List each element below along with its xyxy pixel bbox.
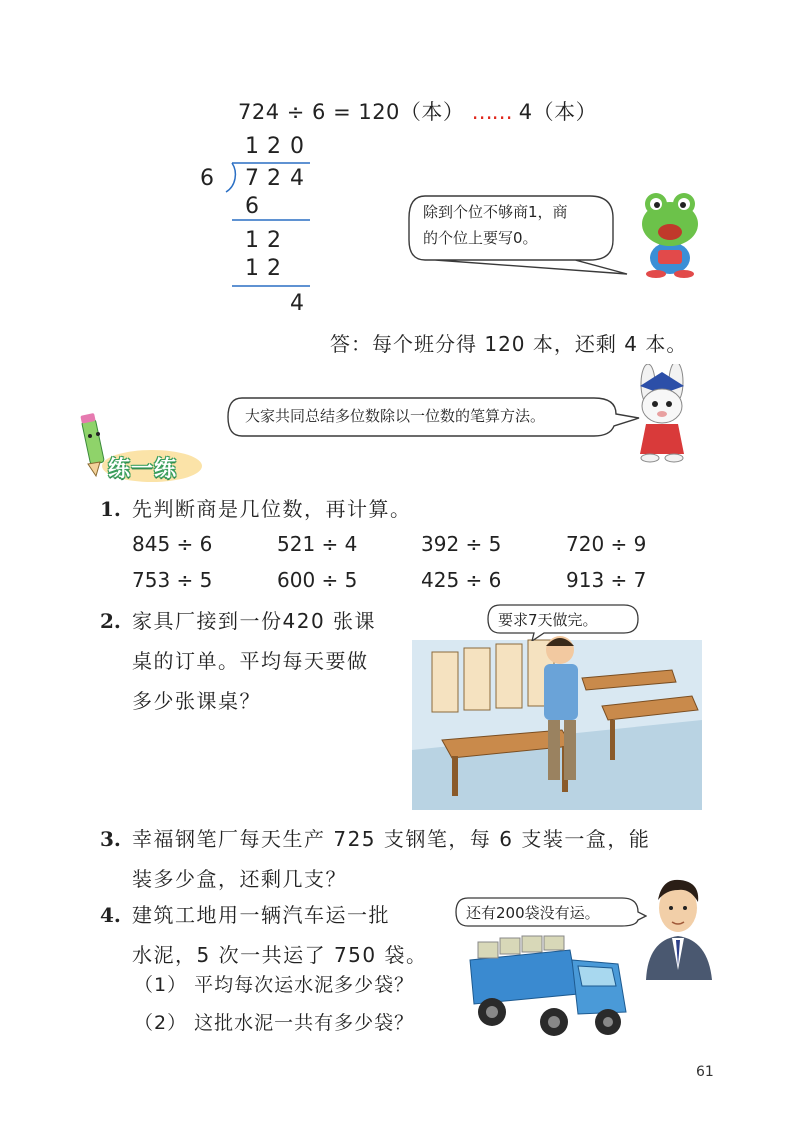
practice-title: 练一练 [108, 457, 178, 482]
problem-2-line: 家具厂接到一份420 张课 [132, 609, 377, 633]
divisor: 6 [200, 166, 214, 191]
problem-4-line: 水泥，5 次一共运了 750 袋。 [132, 943, 428, 967]
step1-digit: 6 [245, 194, 259, 219]
page-number: 61 [696, 1064, 714, 1080]
quotient-digit: 1 [245, 134, 259, 159]
equation-remainder: 4（本） [518, 100, 598, 124]
problem-4-text [132, 895, 432, 975]
quotient-digit: 2 [267, 134, 281, 159]
calc-item: 600 ÷ 5 [277, 568, 358, 592]
calc-item: 753 ÷ 5 [132, 568, 213, 592]
problem-3-line: 幸福钢笔厂每天生产 725 支钢笔，每 6 支装一盒，能 [132, 827, 651, 851]
rabbit-character-icon [622, 364, 702, 464]
frog-bubble-line1: 除到个位不够商1，商 [423, 203, 568, 221]
step2-digit: 2 [267, 228, 281, 253]
step3-digit: 2 [267, 256, 281, 281]
problem-4-sub-1: （1） 平均每次运水泥多少袋？ [134, 974, 415, 996]
frog-character-icon [630, 188, 710, 280]
calc-item: 845 ÷ 6 [132, 532, 213, 556]
answer-text: 答：每个班分得 120 本，还剩 4 本。 [330, 332, 688, 356]
problem-2-number: 2. [100, 609, 121, 633]
problem-4-number: 4. [100, 903, 121, 927]
problem-3-line: 装多少盒，还剩几支？ [132, 867, 347, 891]
quotient-digit: 0 [290, 134, 304, 159]
problem-1-number: 1. [100, 497, 121, 521]
problem-2-text [132, 601, 422, 721]
remainder-digit: 4 [290, 291, 304, 316]
calc-item: 425 ÷ 6 [421, 568, 502, 592]
rabbit-bubble-text: 大家共同总结多位数除以一位数的笔算方法。 [245, 407, 546, 425]
dividend-digit: 7 [245, 166, 259, 191]
truck-illustration [450, 930, 640, 1040]
calc-item: 521 ÷ 4 [277, 532, 358, 556]
calc-item: 913 ÷ 7 [566, 568, 647, 592]
pencil-icon [74, 412, 110, 480]
equation-main: 724 ÷ 6 = 120（本） [238, 100, 465, 124]
problem-2-line: 桌的订单。平均每天要做 [132, 649, 369, 673]
calc-item: 392 ÷ 5 [421, 532, 502, 556]
man-character-icon [638, 870, 718, 980]
frog-bubble-text [423, 199, 613, 251]
step2-digit: 1 [245, 228, 259, 253]
problem-4-sub-2: （2） 这批水泥一共有多少袋？ [134, 1012, 415, 1034]
problem-4-bubble-text: 还有200袋没有运。 [466, 904, 600, 922]
problem-3-number: 3. [100, 827, 121, 851]
calc-item: 720 ÷ 9 [566, 532, 647, 556]
problem-4-line: 建筑工地用一辆汽车运一批 [132, 903, 390, 927]
problem-2-bubble-text: 要求7天做完。 [498, 611, 598, 629]
problem-1-text: 先判断商是几位数，再计算。 [132, 497, 412, 521]
problem-3-text [132, 819, 712, 899]
dividend-digit: 4 [290, 166, 304, 191]
frog-bubble-line2: 的个位上要写0。 [423, 229, 538, 247]
equation-dots: …… [471, 100, 512, 124]
step3-digit: 1 [245, 256, 259, 281]
division-bracket [0, 0, 800, 330]
dividend-digit: 2 [267, 166, 281, 191]
problem-2-line: 多少张课桌？ [132, 689, 261, 713]
